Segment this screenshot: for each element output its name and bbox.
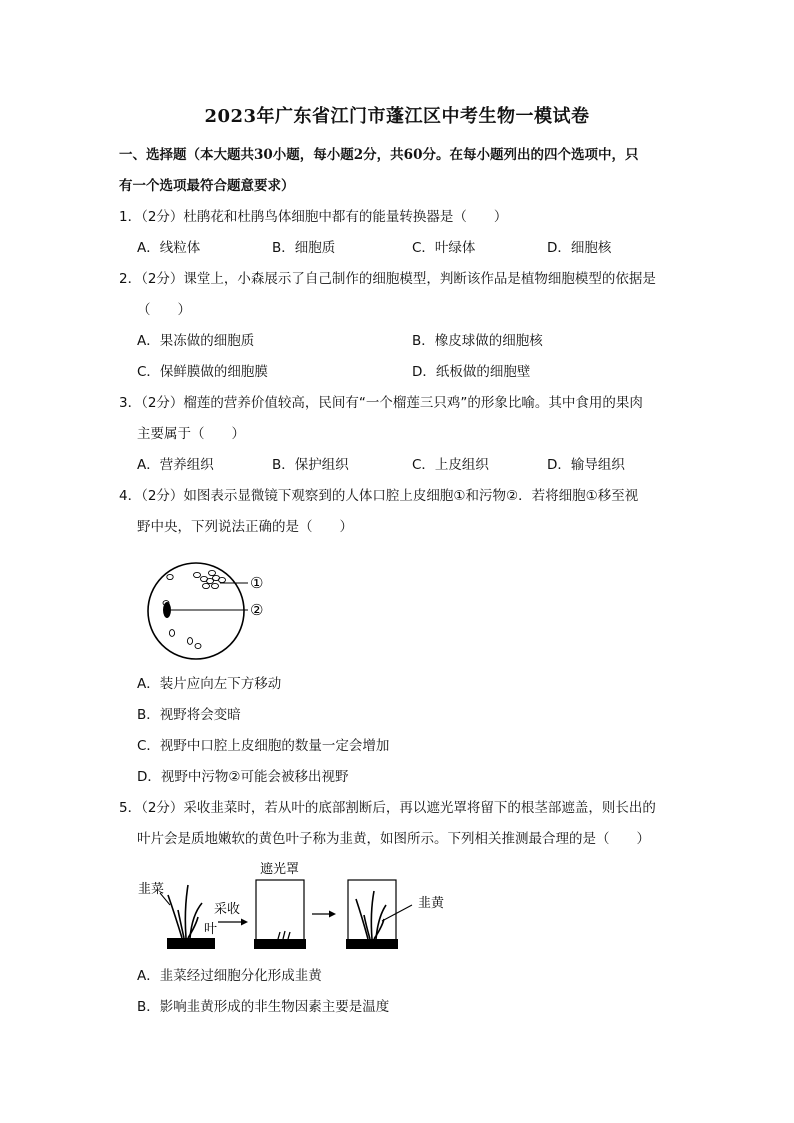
question-1-option-c[interactable]: C．叶绿体 xyxy=(412,240,476,256)
question-3-option-a[interactable]: A．营养组织 xyxy=(137,457,214,473)
light-shield-1 xyxy=(256,880,304,940)
arrow-1-head xyxy=(241,919,248,926)
question-4-option-a[interactable]: A．装片应向左下方移动 xyxy=(137,676,282,692)
chive-leaves xyxy=(168,885,202,938)
question-1-option-a[interactable]: A．线粒体 xyxy=(137,240,201,256)
question-2-stem-line-2: （ ） xyxy=(137,302,191,318)
question-3-option-b[interactable]: B．保护组织 xyxy=(272,457,349,473)
soil-1 xyxy=(167,938,215,949)
question-1-option-d[interactable]: D．细胞核 xyxy=(547,240,612,256)
question-5-stem-line-2: 叶片会是质地嫩软的黄色叶子称为韭黄，如图所示。下列相关推测最合理的是（ ） xyxy=(137,831,650,847)
figure-label-yellow-chive: 韭黄 xyxy=(418,896,445,911)
yellow-chive-leaves xyxy=(356,891,386,939)
question-5-stem-line-1: 5．（2分）采收韭菜时，若从叶的底部割断后，再以遮光罩将留下的根茎部遮盖，则长出的 xyxy=(119,800,656,816)
soil-3 xyxy=(346,939,398,949)
figure-label-debris: ② xyxy=(250,601,264,619)
question-3-option-c[interactable]: C．上皮组织 xyxy=(412,457,489,473)
section-heading-line-2: 有一个选项最符合题意要求） xyxy=(119,178,295,194)
question-4-option-d[interactable]: D．视野中污物②可能会被移出视野 xyxy=(137,769,349,785)
question-4-stem-line-2: 野中央，下列说法正确的是（ ） xyxy=(137,519,353,535)
microscope-field-figure xyxy=(140,555,280,670)
question-4-stem-line-1: 4．（2分）如图表示显微镜下观察到的人体口腔上皮细胞①和污物②．若将细胞①移至视 xyxy=(119,488,639,504)
question-2-option-a[interactable]: A．果冻做的细胞质 xyxy=(137,333,255,349)
debris-blob xyxy=(163,602,171,618)
question-3-stem-line-2: 主要属于（ ） xyxy=(137,426,245,442)
soil-2 xyxy=(254,939,306,949)
question-2-option-c[interactable]: C．保鲜膜做的细胞膜 xyxy=(137,364,268,380)
cut-stems xyxy=(278,931,290,939)
question-3-stem-line-1: 3．（2分）榴莲的营养价值较高，民间有“一个榴莲三只鸡”的形象比喻。其中食用的果肉 xyxy=(119,395,643,411)
question-1-option-b[interactable]: B．细胞质 xyxy=(272,240,336,256)
figure-label-leaf: 叶 xyxy=(204,922,218,937)
figure-label-harvest: 采收 xyxy=(214,902,241,917)
label-line-yellow-chive xyxy=(382,905,412,921)
question-1-stem: 1．（2分）杜鹃花和杜鹃鸟体细胞中都有的能量转换器是（ ） xyxy=(119,209,508,225)
question-2-stem-line-1: 2．（2分）课堂上，小森展示了自己制作的细胞模型，判断该作品是植物细胞模型的依据是 xyxy=(119,271,656,287)
question-5-option-b[interactable]: B．影响韭黄形成的非生物因素主要是温度 xyxy=(137,999,390,1015)
figure-label-cell: ① xyxy=(250,574,264,592)
question-5-option-a[interactable]: A．韭菜经过细胞分化形成韭黄 xyxy=(137,968,322,984)
question-4-option-b[interactable]: B．视野将会变暗 xyxy=(137,707,241,723)
section-heading-line-1: 一、选择题（本大题共30小题，每小题2分，共60分。在每小题列出的四个选项中，只 xyxy=(119,147,639,163)
figure-label-light-shield: 遮光罩 xyxy=(260,862,300,877)
question-4-option-c[interactable]: C．视野中口腔上皮细胞的数量一定会增加 xyxy=(137,738,390,754)
chive-harvest-figure xyxy=(130,855,460,955)
question-2-option-b[interactable]: B．橡皮球做的细胞核 xyxy=(412,333,543,349)
exam-title: 2023年广东省江门市蓬江区中考生物一模试卷 xyxy=(204,106,590,127)
arrow-2-head xyxy=(329,911,336,918)
question-3-option-d[interactable]: D．输导组织 xyxy=(547,457,625,473)
question-2-option-d[interactable]: D．纸板做的细胞壁 xyxy=(412,364,531,380)
figure-label-chive: 韭菜 xyxy=(138,882,165,897)
